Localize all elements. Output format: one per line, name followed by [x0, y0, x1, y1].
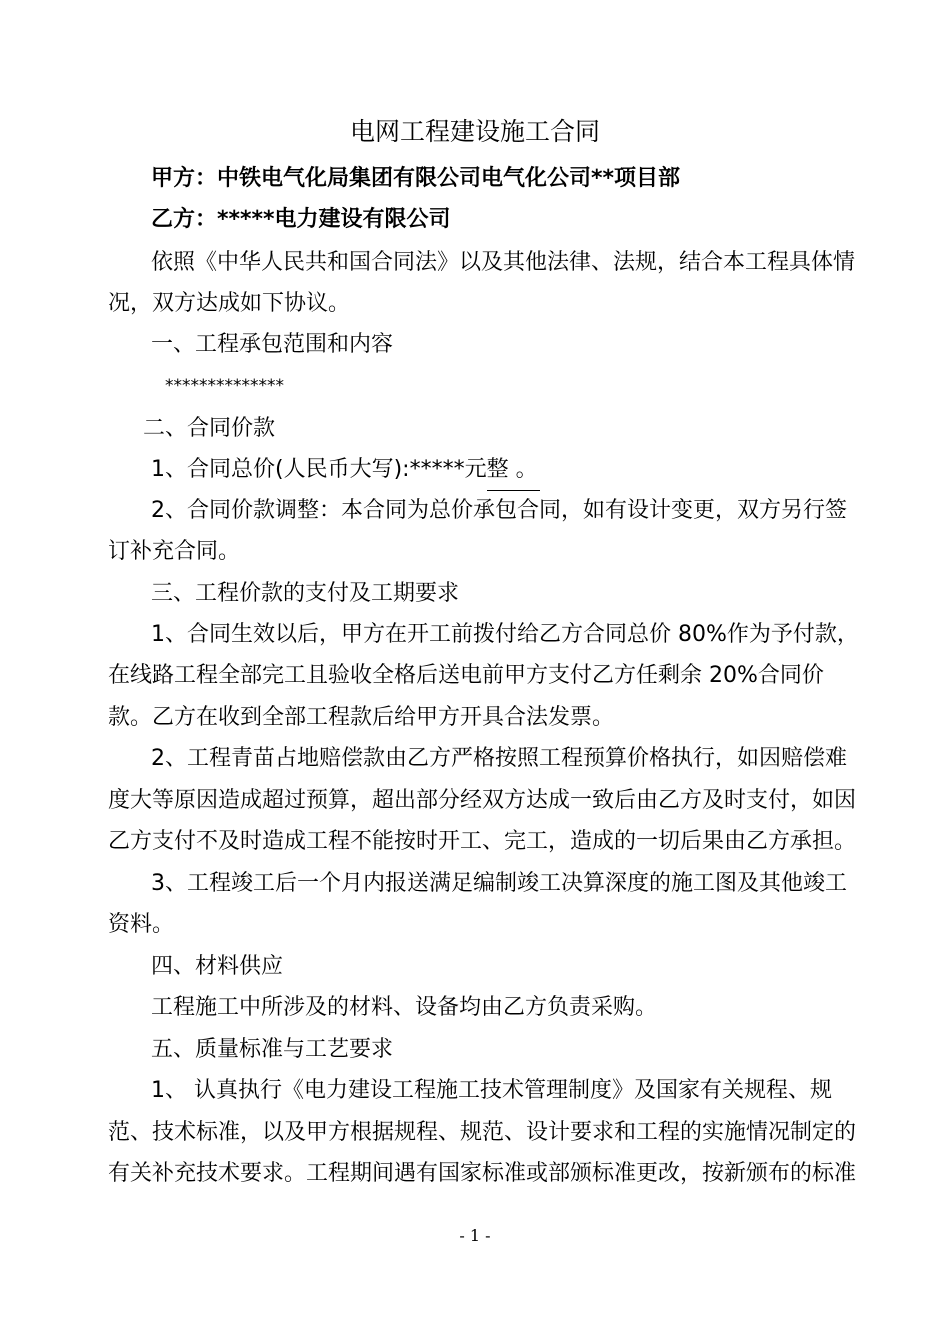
- party-a: 甲方：中铁电气化局集团有限公司电气化公司**项目部: [151, 166, 681, 191]
- section-3-item-2-line-2: 度大等原因造成超过预算，超出部分经双方达成一致后由乙方及时支付，如因: [108, 788, 857, 813]
- section-5-item-1-line-3: 有关补充技术要求。工程期间遇有国家标准或部颁标准更改，按新颁布的标准: [108, 1161, 857, 1186]
- section-3-item-3-line-2: 资料。: [108, 912, 175, 937]
- section-3-item-2-line-3: 乙方支付不及时造成工程不能按时开工、完工，造成的一切后果由乙方承担。: [108, 829, 857, 854]
- section-1-body: **************: [165, 376, 284, 396]
- section-3-item-1-line-2: 在线路工程全部完工且验收全格后送电前甲方支付乙方任剩余 20%合同价: [108, 663, 824, 688]
- section-5-heading: 五、质量标准与工艺要求: [151, 1037, 394, 1062]
- amount-underline: [487, 490, 540, 491]
- section-2-item-2-line-2: 订补充合同。: [108, 539, 241, 564]
- party-b: 乙方：*****电力建设有限公司: [151, 207, 451, 232]
- section-2-item-1: 1、合同总价(人民币大写):*****元整 。: [151, 457, 538, 482]
- section-3-item-1-line-3: 款。乙方在收到全部工程款后给甲方开具合法发票。: [108, 705, 615, 730]
- intro-line-1: 依照《中华人民共和国合同法》以及其他法律、法规，结合本工程具体情: [151, 250, 856, 275]
- section-3-item-3-line-1: 3、工程竣工后一个月内报送满足编制竣工决算深度的施工图及其他竣工: [151, 871, 847, 896]
- section-4-body: 工程施工中所涉及的材料、设备均由乙方负责采购。: [151, 995, 658, 1020]
- section-5-item-1-line-1: 1、 认真执行《电力建设工程施工技术管理制度》及国家有关规程、规: [151, 1078, 832, 1103]
- section-5-item-1-line-2: 范、技术标准，以及甲方根据规程、规范、设计要求和工程的实施情况制定的: [108, 1120, 857, 1145]
- page-number: - 1 -: [459, 1226, 491, 1245]
- section-3-item-2-line-1: 2、工程青苗占地赔偿款由乙方严格按照工程预算价格执行，如因赔偿难: [151, 746, 847, 771]
- section-3-heading: 三、工程价款的支付及工期要求: [151, 581, 460, 606]
- section-3-item-1-line-1: 1、合同生效以后，甲方在开工前拨付给乙方合同总价 80%作为予付款，: [151, 622, 859, 647]
- section-4-heading: 四、材料供应: [151, 954, 284, 979]
- document-title: 电网工程建设施工合同: [349, 117, 600, 146]
- intro-line-2: 况，双方达成如下协议。: [108, 291, 351, 316]
- section-1-heading: 一、工程承包范围和内容: [151, 332, 394, 357]
- section-2-item-2-line-1: 2、合同价款调整：本合同为总价承包合同，如有设计变更，双方另行签: [151, 498, 847, 523]
- section-2-heading: 二、合同价款: [143, 416, 276, 441]
